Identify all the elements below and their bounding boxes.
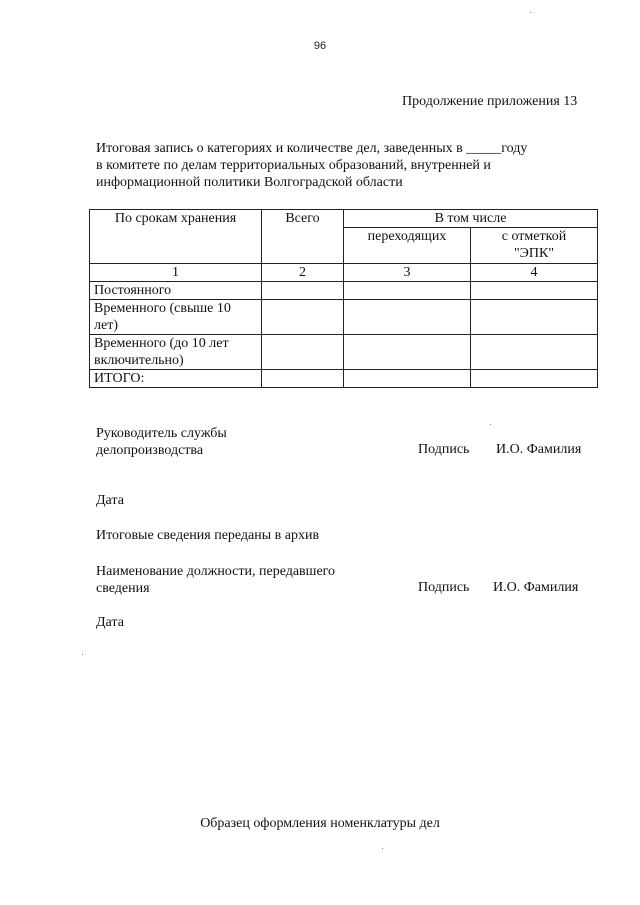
col-number-3: 3 <box>344 264 471 282</box>
col-number-2: 2 <box>262 264 344 282</box>
archive-transfer-text: Итоговые сведения переданы в архив <box>96 528 320 543</box>
header-total: Всего <box>262 210 344 264</box>
table-cell <box>344 335 471 370</box>
table-cell <box>471 282 598 300</box>
scan-speck <box>382 848 383 849</box>
date-label-2: Дата <box>96 615 124 630</box>
row-label-line1: Временного (до 10 лет <box>94 336 229 351</box>
signature-position-2 <box>96 563 335 597</box>
table-cell <box>344 370 471 388</box>
row-label <box>90 300 262 335</box>
table-cell <box>471 335 598 370</box>
signature-label-2: Подпись <box>418 580 470 595</box>
table-row <box>90 300 598 335</box>
header-including: В том числе <box>344 210 598 228</box>
col-number-1: 1 <box>90 264 262 282</box>
position-line2: делопроизводства <box>96 443 204 458</box>
table-cell <box>344 282 471 300</box>
table-row-total <box>90 370 598 388</box>
table-cell <box>262 335 344 370</box>
name-label-2: И.О. Фамилия <box>493 580 579 595</box>
table-cell <box>262 282 344 300</box>
row-label-line2: включительно) <box>94 353 184 368</box>
table-cell <box>471 370 598 388</box>
header-epk-line2: "ЭПК" <box>513 246 555 261</box>
header-transitional: переходящих <box>344 228 471 264</box>
page-number: 96 <box>313 40 327 52</box>
header-storage: По срокам хранения <box>90 210 262 264</box>
intro-line-1: Итоговая запись о категориях и количестве дел, заведенных в _____году <box>96 141 528 156</box>
position-line2: сведения <box>96 581 150 596</box>
signature-position-1 <box>96 425 227 459</box>
row-label: Постоянного <box>90 282 262 300</box>
appendix-label: Продолжение приложения 13 <box>402 94 578 109</box>
table-cell <box>262 370 344 388</box>
intro-line-3: информационной политики Волгоградской области <box>96 175 403 190</box>
row-label <box>90 335 262 370</box>
scan-speck <box>82 654 83 655</box>
row-label-total: ИТОГО: <box>90 370 262 388</box>
intro-text <box>96 140 527 191</box>
table-cell <box>471 300 598 335</box>
footer-title: Образец оформления номенклатуры дел <box>200 816 440 831</box>
row-label-line1: Временного (свыше 10 <box>94 301 231 316</box>
col-number-4: 4 <box>471 264 598 282</box>
table-row <box>90 335 598 370</box>
scan-speck <box>530 12 531 13</box>
row-label-line2: лет) <box>94 318 118 333</box>
signature-label-1: Подпись <box>418 442 470 457</box>
name-label-1: И.О. Фамилия <box>496 442 582 457</box>
table-row <box>90 282 598 300</box>
table-cell <box>262 300 344 335</box>
date-label-1: Дата <box>96 493 124 508</box>
summary-table <box>89 209 598 388</box>
header-epk-line1: с отметкой <box>501 229 567 244</box>
scan-speck <box>490 424 491 425</box>
table-cell <box>344 300 471 335</box>
position-line1: Руководитель службы <box>96 426 227 441</box>
position-line1: Наименование должности, передавшего <box>96 564 336 579</box>
intro-line-2: в комитете по делам территориальных образований, внутренней и <box>96 158 491 173</box>
header-epk <box>471 228 598 264</box>
